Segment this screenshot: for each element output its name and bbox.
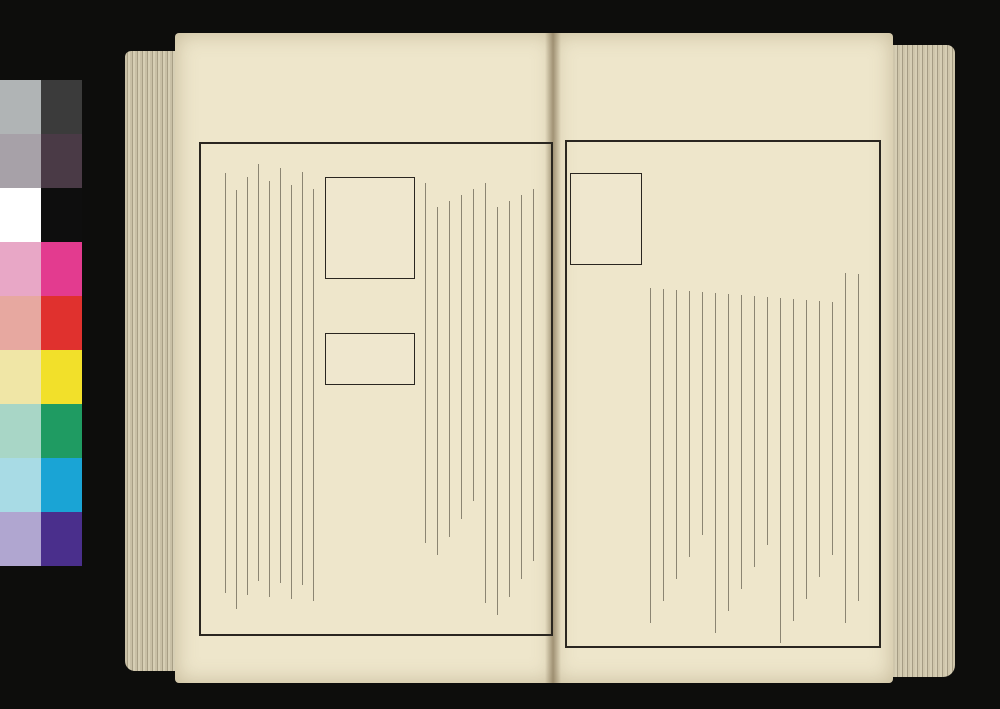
printed-text-column xyxy=(845,273,846,623)
printed-text-column xyxy=(780,298,781,643)
printed-text-column xyxy=(258,164,259,581)
printed-text-column xyxy=(509,201,510,597)
color-swatch xyxy=(0,188,41,242)
color-swatch xyxy=(0,512,41,566)
printed-text-column xyxy=(533,189,534,561)
color-swatch xyxy=(41,404,82,458)
printed-text-column xyxy=(702,292,703,535)
color-swatch xyxy=(41,296,82,350)
printed-text-column xyxy=(676,290,677,579)
printed-text-column xyxy=(485,183,486,603)
printed-text-column xyxy=(236,190,237,609)
color-swatch xyxy=(0,404,41,458)
color-swatch xyxy=(0,242,41,296)
printed-text-column xyxy=(497,207,498,615)
printed-text-column xyxy=(269,181,270,597)
printed-text-column xyxy=(767,297,768,545)
printed-text-column xyxy=(313,189,314,601)
printed-text-column xyxy=(650,288,651,623)
printed-text-column xyxy=(806,300,807,599)
color-swatch xyxy=(0,350,41,404)
printed-text-column xyxy=(741,295,742,589)
printed-text-column xyxy=(754,296,755,567)
color-swatch xyxy=(0,134,41,188)
printed-text-column xyxy=(728,294,729,611)
printed-text-column xyxy=(225,173,226,593)
printed-text-column xyxy=(832,302,833,555)
printed-text-column xyxy=(437,207,438,555)
color-swatch xyxy=(41,188,82,242)
color-swatch xyxy=(41,242,82,296)
color-swatch xyxy=(41,512,82,566)
printed-text-column xyxy=(291,185,292,599)
printed-text-column xyxy=(302,172,303,585)
color-calibration-chart xyxy=(0,80,82,566)
color-swatch xyxy=(0,80,41,134)
printed-text-column xyxy=(280,168,281,583)
color-swatch xyxy=(41,80,82,134)
color-swatch xyxy=(41,134,82,188)
open-book xyxy=(125,33,955,693)
printed-text-column xyxy=(449,201,450,537)
printed-text-column xyxy=(689,291,690,557)
printed-text-column xyxy=(819,301,820,577)
color-swatch xyxy=(41,458,82,512)
printed-text-column xyxy=(858,274,859,601)
printed-text-column xyxy=(473,189,474,501)
abacus-diagram-one xyxy=(325,177,415,279)
printed-text-column xyxy=(663,289,664,601)
color-swatch xyxy=(41,350,82,404)
printed-text-column xyxy=(425,183,426,543)
color-swatch xyxy=(0,458,41,512)
printed-text-column xyxy=(521,195,522,579)
color-swatch xyxy=(0,296,41,350)
abacus-diagram-three xyxy=(325,333,415,385)
printed-text-column xyxy=(461,195,462,519)
printed-text-column xyxy=(793,299,794,621)
abacus-diagram-right xyxy=(570,173,642,265)
page-edges-right xyxy=(885,45,955,677)
printed-text-column xyxy=(247,177,248,595)
printed-text-column xyxy=(715,293,716,633)
